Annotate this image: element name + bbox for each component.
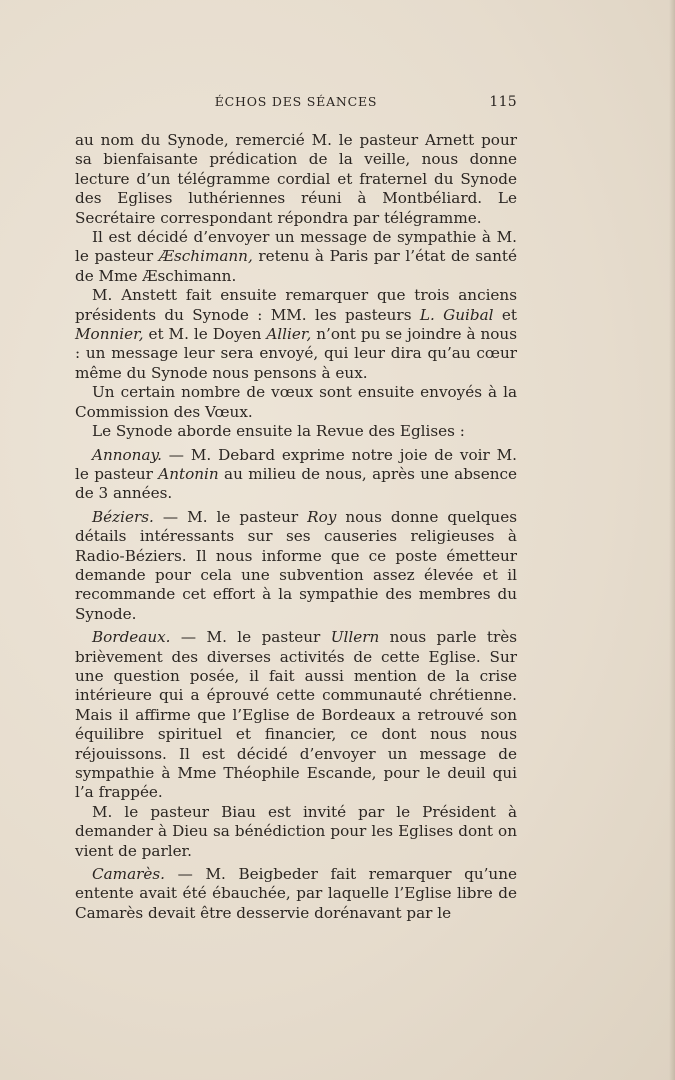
italic-run: L. Guibal [419, 305, 494, 324]
paragraph-annonay [75, 446, 517, 504]
paragraph-bordeaux [75, 628, 517, 803]
running-head [75, 94, 517, 114]
paragraph-beziers [75, 508, 517, 624]
paragraph-4 [75, 383, 517, 422]
paragraph-2 [75, 228, 517, 286]
text-run: Le Synode aborde ensuite la Revue des Eglises : [92, 422, 465, 441]
paragraph-5 [75, 422, 517, 441]
text-run: Un certain nombre de vœux sont ensuite envoyés à la Commission des Vœux. [75, 383, 517, 421]
text-run: nous donne quelques détails intéressants sur ses causeries religieuses à Radio-Béziers. Il nous informe que ce poste émetteur demande pour cela une subvention assez élevée et il recommande cet effort à la sympathie des membres du Synode. [75, 507, 517, 623]
text-run: et M. le Doyen [143, 325, 267, 344]
paragraph-camares [75, 865, 517, 923]
page-number: 115 [489, 94, 517, 110]
italic-run: Roy [307, 507, 337, 526]
text-run: — M. le pasteur [170, 628, 331, 647]
italic-run: Camarès. [92, 865, 166, 884]
text-run: et [493, 305, 518, 324]
text-run: — M. le pasteur [153, 507, 308, 526]
running-head-title: ÉCHOS DES SÉANCES [214, 94, 378, 109]
text-run: — M. Beigbeder fait remarquer qu’une entente avait été ébauchée, par laquelle l’Eglise libre de Camarès devait être desservie dorénavant par le [75, 865, 517, 922]
italic-run: Bordeaux. [92, 628, 171, 647]
italic-run: Æschimann, [158, 247, 253, 266]
paragraph-9 [75, 803, 517, 861]
text-run: M. Anstett fait ensuite remarquer que trois anciens présidents du Synode : MM. les pasteurs [75, 286, 517, 324]
paragraph-3 [75, 286, 517, 383]
italic-run: Ullern [330, 628, 380, 647]
text-run: — M. Debard exprime notre joie de voir M. le pasteur [75, 445, 517, 483]
paragraph-1 [75, 131, 517, 228]
text-run: Il est décidé d’envoyer un message de sympathie à M. le pasteur [75, 228, 517, 266]
page-edge-shadow [669, 0, 675, 1080]
text-run: au milieu de nous, après une absence de 3 années. [75, 464, 517, 503]
italic-run: Allier, [266, 325, 312, 344]
italic-run: Antonin [158, 464, 219, 483]
body-text [75, 131, 517, 923]
text-run: n’ont pu se joindre à nous : un message leur sera envoyé, qui leur dira qu’au cœur même du Synode nous pensons à eux. [75, 325, 518, 382]
text-run: M. le pasteur Biau est invité par le Président à demander à Dieu sa bénédiction pour les Eglises dont on vient de parler. [75, 802, 517, 860]
italic-run: Béziers. [92, 507, 154, 526]
italic-run: Annonay. [92, 445, 162, 464]
italic-run: Monnier, [75, 325, 144, 344]
text-run: retenu à Paris par l’état de santé de Mme Æschimann. [75, 247, 517, 285]
text-run: nous parle très brièvement des diverses activités de cette Eglise. Sur une question posée, il fait aussi mention de la crise intérieure qui a éprouvé cette communauté chrétienne. Mais il affirme que l’Eglise de Bordeaux a retrouvé son équilibre spirituel et financier, ce dont nous nous réjouissons. Il est décidé d’envoyer un message de sympathie à Mme Théophile Escande, pour le deuil qui l’a frappée. [75, 628, 517, 802]
text-run: au nom du Synode, remercié M. le pasteur Arnett pour sa bienfaisante prédication de la veille, nous donne lecture d’un télégramme cordial et fraternel du Synode des Eglises luthériennes réuni à Montbéliard. Le Secrétaire correspondant répondra par télégramme. [75, 131, 517, 227]
